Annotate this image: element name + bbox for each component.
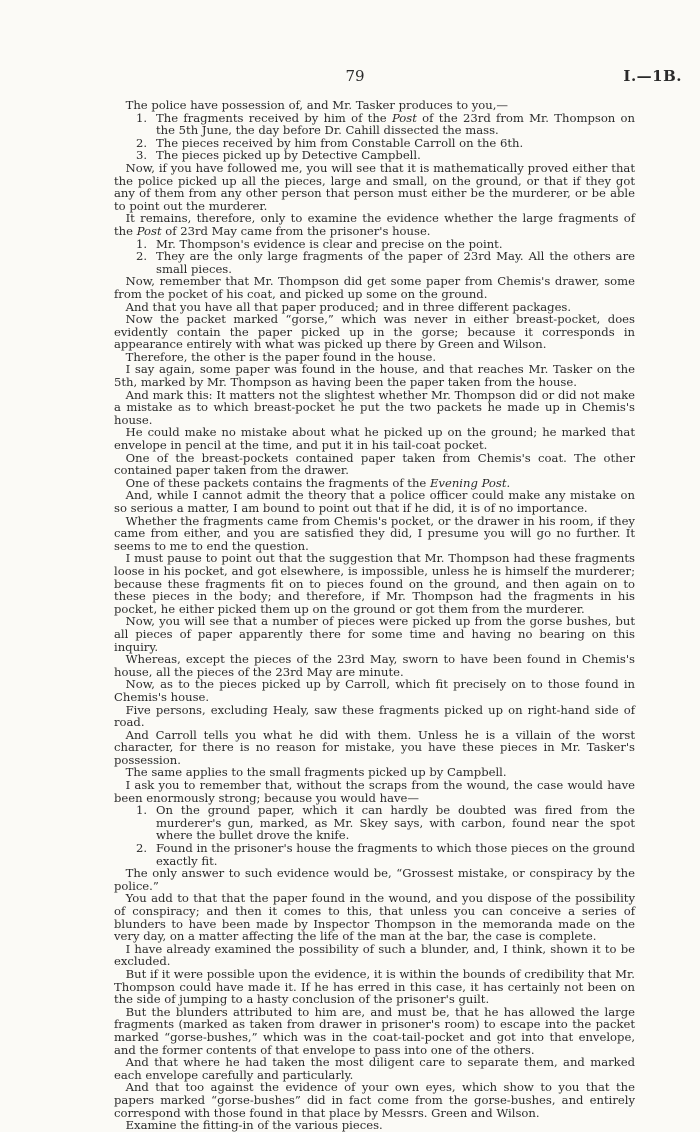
text-run: Mr. Thompson's evidence is clear and precise on the point. [156, 236, 503, 251]
text-run: Whether the fragments came from Chemis's pocket, or the drawer in his room, if they came from either, and you are satisfied they did, I presume you will go no further. It seems to me to end the question. [114, 513, 635, 553]
numbered-item [114, 842, 635, 867]
text-run: The pieces received by him from Constable Carroll on the 6th. [156, 135, 524, 150]
paragraph [114, 704, 635, 729]
paragraph [114, 867, 635, 892]
text-run: And, while I cannot admit the theory that a police officer could make any mistake on so serious a matter, I am bound to point out that if he did, it is of no importance. [114, 488, 635, 515]
paragraph [114, 489, 635, 514]
text-run: The fragments received by him of the [156, 110, 392, 125]
paragraph [114, 452, 635, 477]
paragraph [114, 363, 635, 388]
paragraph [114, 729, 635, 767]
paragraph [114, 943, 635, 968]
paragraph [114, 1119, 635, 1132]
paragraph [114, 968, 635, 1006]
text-run: Now, if you have followed me, you will see that it is mathematically proved either that the police picked up all the pieces, large and small, on the ground, or that if they got any of them from any other person that person must either be the murderer, or be able to point out the murderer. [114, 160, 635, 213]
text-run: I say again, some paper was found in the house, and that reaches Mr. Tasker on the 5th, marked by Mr. Thompson as having been the paper taken from the house. [114, 362, 635, 390]
text-run: And that where he had taken the most diligent care to separate them, and marked each envelope carefully and particularly. [114, 1055, 635, 1082]
item-number: 3. [136, 148, 148, 163]
paragraph [114, 678, 635, 703]
text-run: And that too against the evidence of your own eyes, which show to you that the papers marked “gorse-bushes” did in fact come from the gorse-bushes, and entirely correspond with those found in that place by Messrs. Green and Wilson. [114, 1080, 635, 1120]
text-run: Now the packet marked “gorse,” which was never in either breast-pocket, does evidently contain the paper picked up in the gorse; because it corresponds in appearance entirely with what was picked up there by Green and Wilson. [114, 312, 635, 352]
text-run: Therefore, the other is the paper found in the house. [125, 349, 437, 364]
text-run: of 23rd May came from the prisoner's house. [161, 223, 431, 238]
paragraph [114, 552, 635, 615]
document-reference: I.—1B. [623, 67, 682, 85]
numbered-item [114, 112, 635, 137]
item-number: 1. [136, 803, 148, 818]
text-run: Whereas, except the pieces of the 23rd May, sworn to have been found in Chemis's house, all the pieces of the 23rd May are minute. [114, 652, 635, 679]
text-run: The pieces picked up by Detective Campbell. [156, 148, 421, 163]
text-run: Now, remember that Mr. Thompson did get some paper from Chemis's drawer, some from the pocket of his coat, and picked up some on the ground. [114, 274, 635, 301]
document-body [114, 99, 635, 1132]
paragraph [114, 1056, 635, 1081]
text-run: But if it were possible upon the evidence, it is within the bounds of credibility that Mr. Thompson could have made it. If he has erred in this case, it has certainly not been on the side of jumping to a hasty conclusion of the prisoner's guilt. [114, 966, 635, 1007]
text-run: On the ground paper, which it can hardly be doubted was fired from the murderer's gun, marked, as Mr. Skey says, with carbon, found near the spot where the bullet drove the knife. [156, 803, 635, 843]
text-run: Found in the prisoner's house the fragments to which those pieces on the ground exactly fit. [156, 841, 635, 868]
italic-text: Post [391, 110, 417, 125]
paragraph [114, 162, 635, 212]
item-number: 1. [136, 236, 148, 251]
paragraph [114, 426, 635, 451]
text-run: One of the breast-pockets contained paper taken from Chemis's coat. The other contained paper taken from the drawer. [114, 450, 635, 478]
text-run: And that you have all that paper produced; and in three different packages. [125, 299, 572, 314]
paragraph [114, 275, 635, 300]
text-run: Examine the fitting-in of the various pieces. [125, 1118, 383, 1132]
text-run: Five persons, excluding Healy, saw these fragments picked up on right-hand side of road. [114, 702, 635, 730]
text-run: I ask you to remember that, without the scraps from the wound, the case would have been enormously strong; because you would have— [114, 778, 635, 805]
italic-text: Evening Post. [429, 475, 511, 490]
paragraph [114, 313, 635, 351]
italic-text: Post [136, 223, 162, 238]
paragraph [114, 389, 635, 427]
text-run: The police have possession of, and Mr. Tasker produces to you,— [125, 98, 509, 112]
text-run: They are the only large fragments of the paper of 23rd May. All the others are small pieces. [156, 249, 635, 276]
text-run: And Carroll tells you what he did with them. Unless he is a villain of the worst character, for there is no reason for mistake, you have these pieces in Mr. Tasker's possession. [114, 727, 635, 767]
text-run: I must pause to point out that the suggestion that Mr. Thompson had these fragments loose in his pocket, and got elsewhere, is impossible, unless he is himself the murderer; because these fragments fit on to pieces found on the ground, and then again on to these pieces in the body; and therefore, if Mr. Thompson had the fragments in his pocket, he either picked them up on the ground or got them from the murderer. [114, 551, 635, 616]
item-number: 2. [136, 841, 148, 856]
paragraph [114, 615, 635, 653]
paragraph [114, 212, 635, 237]
text-run: The same applies to the small fragments picked up by Campbell. [125, 765, 507, 780]
text-run: Now, you will see that a number of pieces were picked up from the gorse bushes, but all pieces of paper apparently there for some time and having no bearing on this inquiry. [114, 614, 635, 654]
numbered-item [114, 250, 635, 275]
item-number: 1. [136, 110, 148, 125]
text-run: He could make no mistake about what he picked up on the ground; he marked that envelope in pencil at the time, and put it in his tail-coat pocket. [114, 425, 635, 453]
paragraph [114, 653, 635, 678]
paragraph [114, 779, 635, 804]
text-run: Now, as to the pieces picked up by Carroll, which fit precisely on to those found in Chemis's house. [114, 677, 635, 704]
text-run: But the blunders attributed to him are, and must be, that he has allowed the large fragments (marked as taken from drawer in prisoner's room) to escape into the packet marked “gorse-bushes,” which was in the coat-tail-pocket and got into that envelope, and the former contents of that envelope to pass into one of the others. [114, 1004, 635, 1057]
paragraph [114, 892, 635, 942]
item-number: 2. [136, 135, 148, 150]
numbered-item [114, 804, 635, 842]
text-run: I have already examined the possibility of such a blunder, and, I think, shown it to be excluded. [114, 941, 635, 969]
text-run: It remains, therefore, only to examine the evidence whether the large fragments of the [114, 211, 635, 238]
paragraph [114, 1081, 635, 1119]
text-run: One of these packets contains the fragments of the [125, 475, 430, 490]
item-number: 2. [136, 249, 148, 264]
text-run: You add to that that the paper found in the wound, and you dispose of the possibility of conspiracy; and then it comes to this, that unless you can conceive a series of blunders to have been made by Inspector Thompson in the memoranda made on the very day, on a matter affecting the life of the man at the bar, the case is complete. [114, 891, 635, 944]
page-number: 79 [345, 67, 365, 85]
text-run: The only answer to such evidence would be, “Grossest mistake, or conspiracy by the police.” [114, 866, 635, 893]
paragraph [114, 1006, 635, 1056]
text-run: of the 23rd from Mr. Thompson on the 5th June, the day before Dr. Cahill dissected the mass. [156, 110, 636, 138]
paragraph [114, 515, 635, 553]
text-run: And mark this: It matters not the slightest whether Mr. Thompson did or did not make a mistake as to which breast-pocket he put the two packets he made up in Chemis's house. [114, 387, 635, 427]
